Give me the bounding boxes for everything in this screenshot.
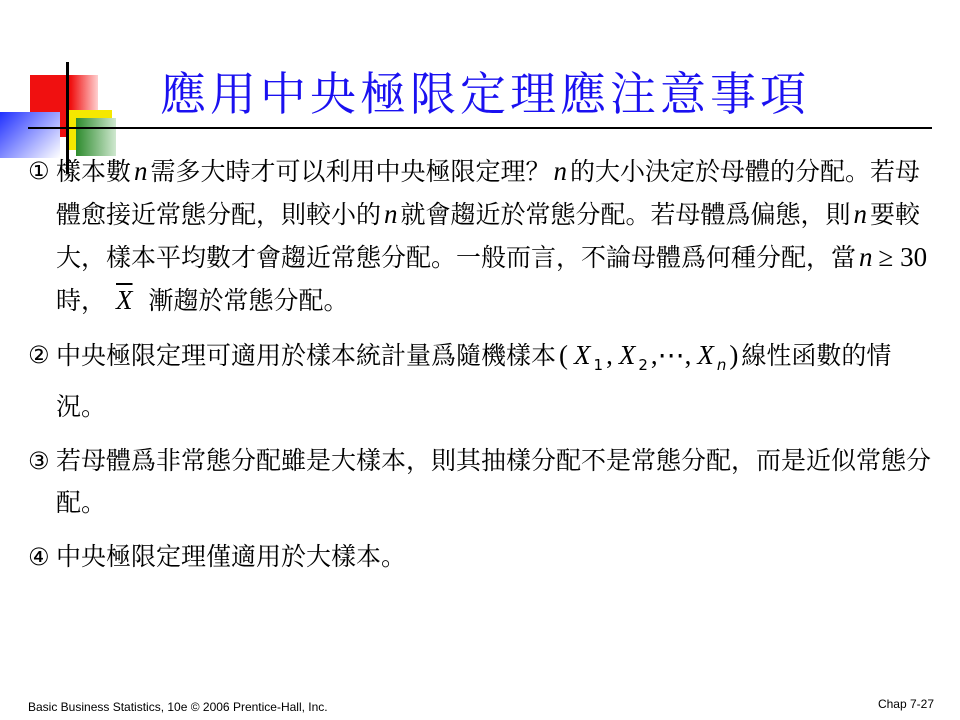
math-x-bar: $\overline{X}$ <box>116 285 133 315</box>
math-comma: , <box>606 340 613 370</box>
math-subscript: n <box>716 356 727 374</box>
math-paren-open: ( <box>559 340 569 370</box>
text-span: 漸趨於常態分配。 <box>148 286 349 315</box>
text-span: 就會趨近於常態分配。若母體爲偏態，則 <box>400 200 851 229</box>
math-x: X <box>618 340 636 370</box>
slide-title: 應用中央極限定理應注意事項 <box>160 67 810 121</box>
math-ellipsis: ,⋯, <box>650 340 692 370</box>
item-text: 若母體爲非常態分配雖是大樣本，則其抽樣分配不是常態分配，而是近似常態分配。 <box>56 446 932 517</box>
text-span: 需多大時才可以利用中央極限定理？ <box>150 157 551 186</box>
item-number: ④ <box>28 543 50 571</box>
footer-page-number: Chap 7-27 <box>877 697 934 711</box>
footer-copyright: Basic Business Statistics, 10e © 2006 Prentice-Hall, Inc. <box>28 700 328 714</box>
text-span: 要較大，樣本平均數才會趨近常態分配。一般而言，不論母體爲何種分配，當 <box>56 200 921 272</box>
title-divider <box>28 127 932 129</box>
text-span: 樣本數 <box>56 157 132 186</box>
math-n: n <box>553 156 568 186</box>
text-span: 中央極限定理可適用於樣本統計量爲隨機樣本 <box>56 341 557 370</box>
math-subscript: 2 <box>638 356 648 374</box>
math-x: X <box>697 340 714 370</box>
math-x: X <box>574 340 591 370</box>
list-item-3 <box>28 440 940 524</box>
math-subscript: 1 <box>593 356 604 374</box>
math-n: n <box>134 156 148 186</box>
math-n: n <box>384 199 398 229</box>
text-span: 線性函數的情況。 <box>56 341 892 421</box>
math-n: n <box>853 199 868 229</box>
item-number: ① <box>28 157 50 185</box>
item-text: 中央極限定理僅適用於大樣本。 <box>56 542 407 571</box>
math-geq-30: ≥ 30 <box>878 242 928 272</box>
item-number: ② <box>28 341 50 369</box>
item-number: ③ <box>28 447 50 475</box>
slide-body <box>28 150 940 590</box>
list-item-1 <box>28 150 940 322</box>
list-item-2 <box>28 334 940 428</box>
math-n: n <box>859 242 873 272</box>
list-item-4 <box>28 536 940 578</box>
math-paren-close: ) <box>729 340 739 370</box>
text-span: 時， <box>56 286 107 315</box>
text-span: 的大小決定於母體的分配。若母體愈接近常態分配，則較小的 <box>56 157 921 229</box>
